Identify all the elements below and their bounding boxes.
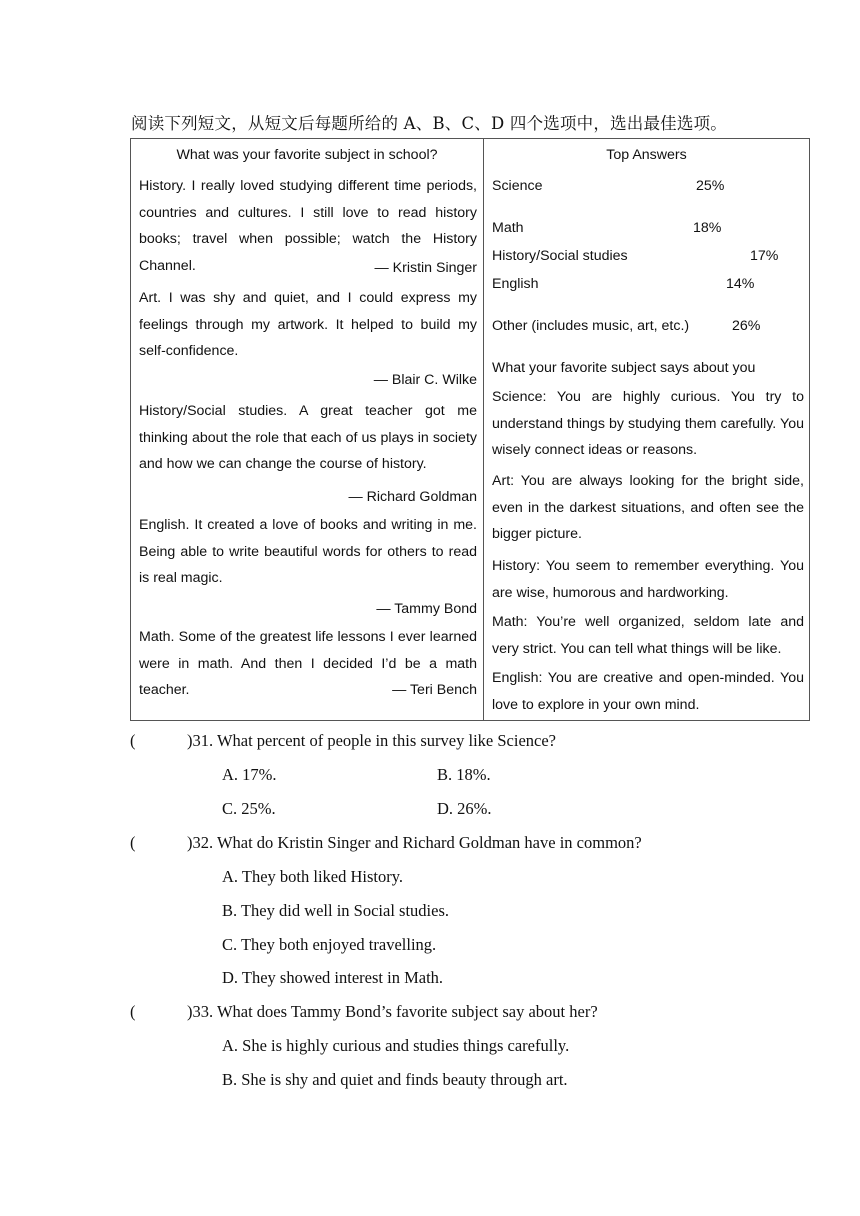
option: A. They both liked History. [222,867,404,886]
option: A. She is highly curious and studies things carefully. [222,1036,570,1055]
option: B. She is shy and quiet and finds beauty through art. [222,1070,568,1089]
left-header: What was your favorite subject in school? [176,147,438,163]
answer-blank: ( [130,1002,136,1021]
says-text: Science: You are highly curious. You try to understand things by studying them carefully. You wisely connect ideas or reasons. [492,389,804,458]
says-text: Art: You are always looking for the bright side, even in the darkest situations, and often see the bigger picture. [492,473,804,542]
answer-percent: 14% [726,276,755,292]
entry-signature: — Tammy Bond [376,601,477,617]
right-header: Top Answers [606,147,687,163]
says-text: Math: You’re well organized, seldom late and very strict. You can tell what things will be like. [492,614,804,657]
entry-signature: — Teri Bench [392,682,477,698]
answer-percent: 26% [732,318,761,334]
says-text: English: You are creative and open-minded. You love to explore in your own mind. [492,670,804,713]
answer-percent: 25% [696,178,725,194]
option: C. 25%. [222,799,276,818]
question-stem: )33. What does Tammy Bond’s favorite subject say about her? [187,1002,598,1021]
entry-text: History/Social studies. A great teacher got me thinking about the role that each of us plays in society and how we can change the course of history. [139,403,477,472]
says-text: History: You seem to remember everything. You are wise, humorous and hardworking. [492,558,804,601]
answer-percent: 18% [693,220,722,236]
entry-signature: — Richard Goldman [348,489,477,505]
reading-table [130,138,810,721]
entry-text: History. I really loved studying different time periods, countries and cultures. I still love to read history books; travel when possible; watch the History Channel. [139,178,477,274]
says-title: What your favorite subject says about you [492,360,756,376]
entry-text: English. It created a love of books and writing in me. Being able to write beautiful words for others to read is real magic. [139,517,477,586]
entry-text: Math. Some of the greatest life lessons I ever learned were in math. And then I decided I’d be a math teacher. [139,629,477,698]
option: B. 18%. [437,765,491,784]
answer-subject: Science [492,178,543,194]
instructions: 阅读下列短文，从短文后每题所给的 A、B、C、D 四个选项中，选出最佳选项。 [131,114,727,133]
answer-percent: 17% [750,248,779,264]
question-stem: )31. What percent of people in this survey like Science? [187,731,556,750]
entry-signature: — Kristin Singer [374,260,477,276]
entry-text: Art. I was shy and quiet, and I could express my feelings through my artwork. It helped to build my self-confidence. [139,290,477,359]
answer-subject: Other (includes music, art, etc.) [492,318,690,334]
question-stem: )32. What do Kristin Singer and Richard Goldman have in common? [187,833,642,852]
option: B. They did well in Social studies. [222,901,450,920]
answer-subject: History/Social studies [492,248,628,264]
option: D. They showed interest in Math. [222,968,444,987]
option: A. 17%. [222,765,277,784]
answer-subject: Math [492,220,524,236]
answer-blank: ( [130,833,136,852]
column-divider [483,139,484,720]
option: C. They both enjoyed travelling. [222,935,437,954]
answer-blank: ( [130,731,136,750]
entry-signature: — Blair C. Wilke [373,372,477,388]
option: D. 26%. [437,799,492,818]
answer-subject: English [492,276,539,292]
